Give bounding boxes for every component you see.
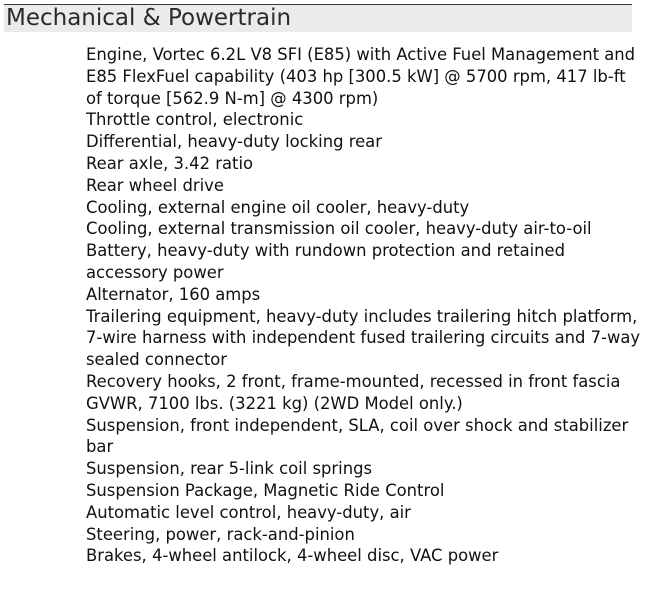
spec-item-transmission-oil-cooler: Cooling, external transmission oil cooler, heavy-duty air-to-oil — [86, 219, 592, 239]
spec-item-suspension-package: Suspension Package, Magnetic Ride Control — [86, 480, 445, 500]
spec-item-engine-oil-cooler: Cooling, external engine oil cooler, heavy-duty — [86, 197, 470, 217]
section-title: Mechanical & Powertrain — [6, 5, 292, 31]
spec-item-alternator: Alternator, 160 amps — [86, 284, 261, 304]
spec-item-steering: Steering, power, rack-and-pinion — [86, 524, 355, 544]
spec-item-gvwr: GVWR, 7100 lbs. (3221 kg) (2WD Model only.) — [86, 393, 463, 413]
spec-item-engine: Engine, Vortec 6.2L V8 SFI (E85) with Active Fuel Management and E85 FlexFuel capability (403 hp [300.5 kW] @ 5700 rpm, 417 lb-ft of torque [562.9 N-m] @ 4300 rpm) — [86, 45, 636, 108]
spec-item-battery: Battery, heavy-duty with rundown protection and retained accessory power — [86, 241, 566, 282]
spec-item-rear-wheel-drive: Rear wheel drive — [86, 175, 224, 195]
spec-item-brakes: Brakes, 4-wheel antilock, 4-wheel disc, VAC power — [86, 546, 499, 566]
spec-item-trailering-equipment: Trailering equipment, heavy-duty includes trailering hitch platform, 7-wire harness with independent fused trailering circuits and 7-way sealed connector — [86, 306, 641, 370]
spec-item-rear-axle: Rear axle, 3.42 ratio — [86, 153, 254, 173]
spec-item-throttle-control: Throttle control, electronic — [86, 110, 304, 130]
spec-item-level-control: Automatic level control, heavy-duty, air — [86, 502, 411, 522]
spec-item-recovery-hooks: Recovery hooks, 2 front, frame-mounted, recessed in front fascia — [86, 371, 621, 391]
section-header — [4, 4, 632, 32]
spec-item-front-suspension: Suspension, front independent, SLA, coil over shock and stabilizer bar — [86, 415, 629, 457]
spec-item-differential: Differential, heavy-duty locking rear — [86, 132, 382, 152]
spec-list — [86, 44, 646, 567]
spec-item-rear-suspension: Suspension, rear 5-link coil springs — [86, 459, 373, 479]
